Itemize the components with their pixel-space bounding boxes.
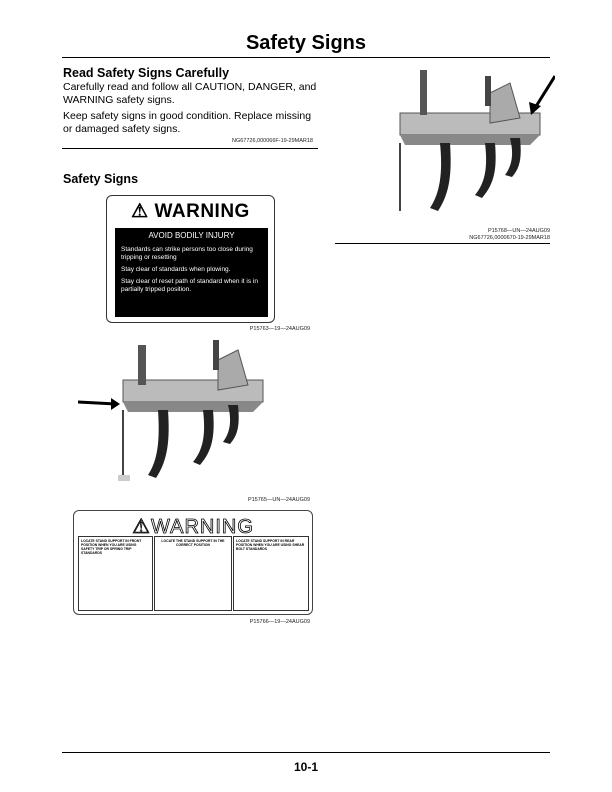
- section-rule: [62, 148, 318, 149]
- warning-triangle-icon: ⚠: [132, 516, 151, 538]
- footer-rule: [62, 752, 550, 753]
- figure-caption: P15766—19—24AUG09: [249, 619, 310, 625]
- sign-line: Standards can strike persons too close during tripping or resetting: [121, 246, 253, 261]
- section-heading: Read Safety Signs Carefully: [63, 66, 230, 80]
- warning-label: WARNING: [154, 201, 250, 222]
- sign-panel: LOCATE STAND SUPPORT IN FRONT POSITION WHEN YOU ARE USING SAFETY TRIP OR SPRING TRIP STANDARDS: [78, 536, 153, 611]
- section-rule: [335, 243, 550, 244]
- sign-subtitle: AVOID BODILY INJURY: [148, 231, 235, 240]
- warning-header: [107, 200, 274, 223]
- figure-caption: P15763—19—24AUG09: [249, 326, 310, 332]
- sign-panel: LOCATE THE STAND SUPPORT IN THE CORRECT POSITION: [154, 536, 232, 611]
- paragraph: Keep safety signs in good condition. Replace missing or damaged safety signs.: [63, 110, 312, 135]
- warning-triangle-icon: ⚠: [131, 201, 149, 222]
- sign-line: Stay clear of standards when plowing.: [121, 266, 231, 273]
- sign-panel: LOCATE STAND SUPPORT IN REAR POSITION WHEN YOU ARE USING SHEAR BOLT STANDARDS: [233, 536, 309, 611]
- warning-sign-bodily-injury: [106, 195, 275, 323]
- section-heading: Safety Signs: [63, 172, 139, 186]
- warning-label: WARNING: [151, 516, 254, 538]
- reference-code: NG67726,0000670-19-29MAR18: [469, 235, 550, 241]
- ripper-photo-rear-arrow: [385, 68, 555, 216]
- paragraph: Carefully read and follow all CAUTION, DANGER, and WARNING safety signs.: [63, 81, 317, 106]
- warning-sign-stand-support: [73, 510, 313, 615]
- reference-code: NG67726,000066F-19-29MAR18: [231, 138, 313, 144]
- title-rule: [62, 57, 550, 58]
- ripper-photo-front-arrow: [78, 340, 273, 488]
- page-number: 10-1: [293, 760, 319, 774]
- sign-line: Stay clear of reset path of standard when it is in partially tripped position.: [121, 278, 258, 293]
- page-title: Safety Signs: [245, 32, 367, 54]
- figure-caption: P15768—UN—24AUG09: [487, 228, 550, 234]
- figure-caption: P15765—UN—24AUG09: [247, 497, 310, 503]
